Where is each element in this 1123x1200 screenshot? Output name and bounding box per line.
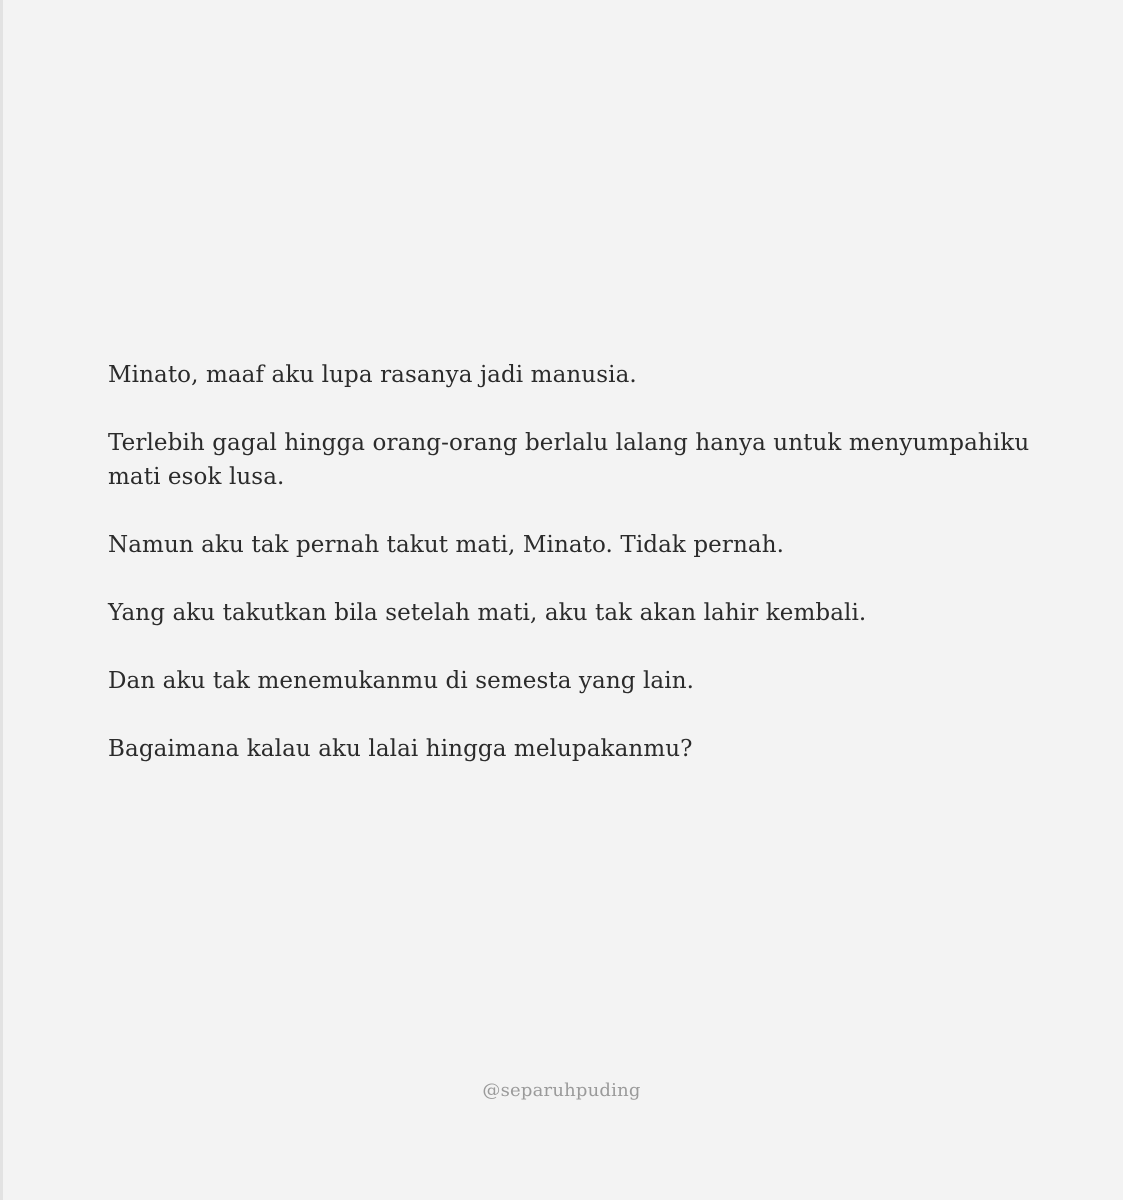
poem-paragraph: Dan aku tak menemukanmu di semesta yang lain.	[108, 668, 695, 694]
author-signature: @separuhpuding	[482, 1080, 641, 1101]
left-edge-shadow	[0, 0, 3, 1200]
poem-paragraph: Bagaimana kalau aku lalai hingga melupakanmu?	[108, 736, 693, 762]
poem-paragraph: Yang aku takutkan bila setelah mati, aku tak akan lahir kembali.	[108, 600, 867, 626]
poem-paragraph: Namun aku tak pernah takut mati, Minato. Tidak pernah.	[108, 532, 785, 558]
poem-paragraph: Terlebih gagal hingga orang-orang berlalu lalang hanya untuk menyumpahiku mati esok lusa.	[108, 430, 1030, 490]
poem-paragraph: Minato, maaf aku lupa rasanya jadi manusia.	[108, 362, 637, 388]
poem-text-block	[108, 358, 1068, 766]
